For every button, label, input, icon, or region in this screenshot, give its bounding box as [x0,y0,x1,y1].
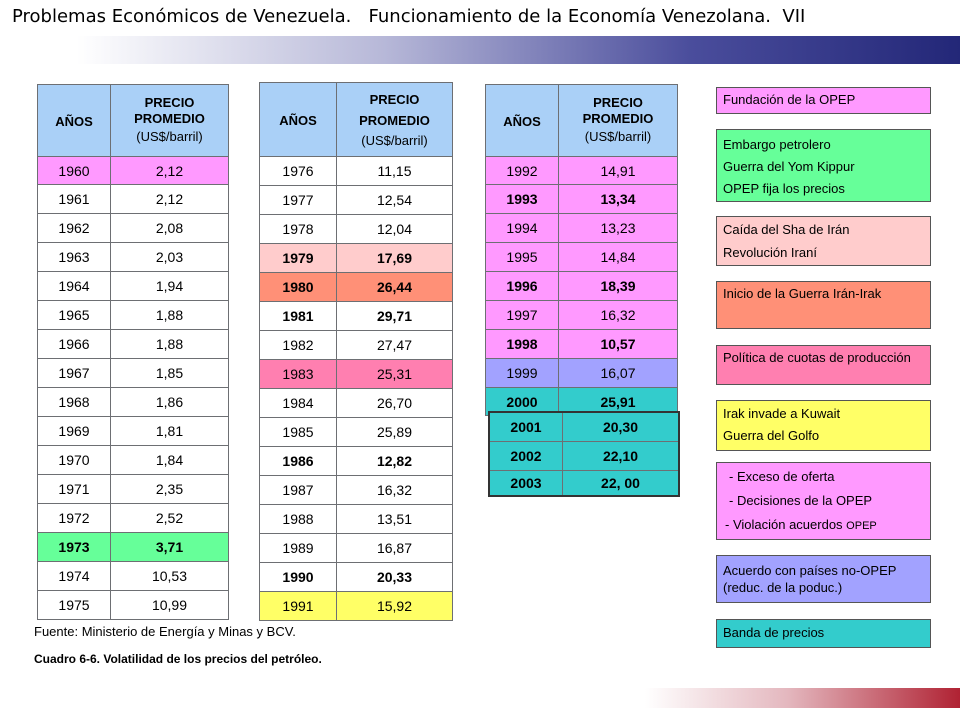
table-row: 1982 27,47 [260,331,453,360]
table-row: 1995 14,84 [486,243,678,272]
table-row: 1986 12,82 [260,447,453,476]
bottom-gradient-bar [645,688,960,708]
legend-kuwait: Irak invade a Kuwait Guerra del Golfo [716,400,931,451]
header-price: PRECIO PROMEDIO (US$/barril) [111,85,229,157]
table-row: 1966 1,88 [38,330,229,359]
table-row: 1994 13,23 [486,214,678,243]
table-row: 1973 3,71 [38,533,229,562]
table-row: 1992 14,91 [486,157,678,185]
header-years: AÑOS [38,85,111,157]
page-title: Problemas Económicos de Venezuela. Funcionamiento de la Economía Venezolana. VII [12,6,806,27]
table-row: 1974 10,53 [38,562,229,591]
table-row: 2000 25,91 [486,388,678,416]
table-row: 1996 18,39 [486,272,678,301]
legend-iran-irak-war: Inicio de la Guerra Irán-Irak [716,281,931,329]
header-price: PRECIO PROMEDIO (US$/barril) [559,85,678,157]
table-row: 2003 22, 00 [489,470,679,496]
table-row: 1990 20,33 [260,563,453,592]
table-row: 1993 13,34 [486,185,678,214]
table-row: 1968 1,86 [38,388,229,417]
legend-price-band: Banda de precios [716,619,931,648]
table-row: 1971 2,35 [38,475,229,504]
table-row: 1963 2,03 [38,243,229,272]
price-table-2001-2003 [488,411,680,497]
table-row: 1964 1,94 [38,272,229,301]
table-row: 1997 16,32 [486,301,678,330]
table-row: 1991 15,92 [260,592,453,621]
table-caption: Cuadro 6-6. Volatilidad de los precios del petróleo. [34,652,322,666]
price-table-1976-1991 [259,82,453,621]
table-row: 2002 22,10 [489,441,679,470]
price-table-1960-1975 [37,84,229,620]
header-price: PRECIO PROMEDIO (US$/barril) [337,83,453,157]
title-gradient-bar [0,36,960,64]
table-row: 1978 12,04 [260,215,453,244]
table-row: 1970 1,84 [38,446,229,475]
table-row: 1972 2,52 [38,504,229,533]
legend-opep-founding: Fundación de la OPEP [716,87,931,114]
legend-non-opep-agreement: Acuerdo con países no-OPEP (reduc. de la poduc.) [716,555,931,603]
table-row: 1961 2,12 [38,185,229,214]
table-row: 2001 20,30 [489,412,679,441]
table-row: 1985 25,89 [260,418,453,447]
table-row: 1987 16,32 [260,476,453,505]
legend-production-quotas: Política de cuotas de producción [716,345,931,385]
table-row: 1962 2,08 [38,214,229,243]
table-row: 1983 25,31 [260,360,453,389]
table-row: 1984 26,70 [260,389,453,418]
table-row: 1969 1,81 [38,417,229,446]
header-years: AÑOS [260,83,337,157]
table-row: 1975 10,99 [38,591,229,620]
table-row: 1988 13,51 [260,505,453,534]
table-row: 1999 16,07 [486,359,678,388]
table-row: 1981 29,71 [260,302,453,331]
table-row: 1967 1,85 [38,359,229,388]
table-row: 1965 1,88 [38,301,229,330]
price-table-1992-2000 [485,84,678,416]
table-row: 1977 12,54 [260,186,453,215]
source-note: Fuente: Ministerio de Energía y Minas y BCV. [34,624,296,639]
table-row: 1960 2,12 [38,157,229,185]
table-row: 1976 11,15 [260,157,453,186]
table-row: 1998 10,57 [486,330,678,359]
legend-sha-iran: Caída del Sha de Irán Revolución Iraní [716,216,931,266]
table-row: 1980 26,44 [260,273,453,302]
table-row: 1989 16,87 [260,534,453,563]
table-row: 1979 17,69 [260,244,453,273]
legend-excess-supply: - Exceso de oferta - Decisiones de la OPEP - Violación acuerdos OPEP [716,462,931,540]
header-years: AÑOS [486,85,559,157]
legend-embargo: Embargo petrolero Guerra del Yom Kippur OPEP fija los precios [716,129,931,202]
